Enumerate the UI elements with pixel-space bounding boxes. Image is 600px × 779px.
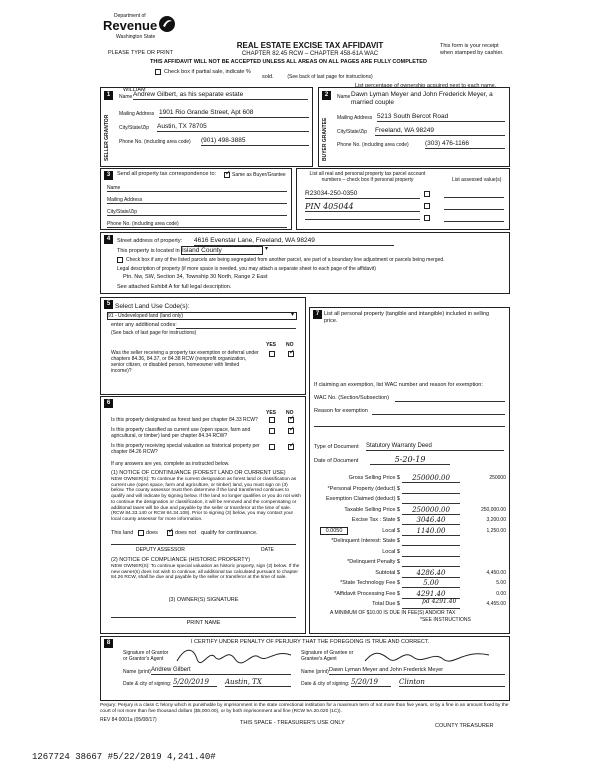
reason-input-2[interactable] [314, 426, 505, 427]
grantor-date-value[interactable]: 5/20/2019 [173, 678, 217, 687]
notice2-text: NEW OWNER(S): To continue special valuation as historic property, sign (3) below. If the new owner(s) does not wish to continue, all additional tax calculated pursuant to chapter 84.26 RCW, shall be due and payable by the seller or transferor at the time of sale. [111, 564, 300, 581]
notice1-text: NEW OWNER(S): To continue the current designation as forest land or classification as current use (open space, farm and agriculture, or timber) land, you must sign on (3) below. The county assessor must then determine if the land transferred continues to qualify and will indicate by signing below. If the land no longer qualifies or you do not wish to continue the designation or classification, it will be removed and the compensating or additional taxes will be due and payable by the seller or transferor at the time of sale. (RCW 84.33.140 or RCW 84.34.108). Prior to signing (3) below, you may contact your local county assessor for more information. [111, 477, 301, 522]
page-title: REAL ESTATE EXCISE TAX AFFIDAVIT [236, 41, 384, 50]
section-7-number: 7 [313, 310, 322, 319]
minimum-note: A MINIMUM OF $10.00 IS DUE IN FEE(S) AND/OR TAX [330, 610, 456, 616]
buyer-city-label: City/State/Zip [337, 129, 368, 135]
notice1-title: (1) NOTICE OF CONTINUANCE (FOREST LAND OR CURRENT USE) [111, 470, 286, 476]
logo-dept: Department of [114, 13, 146, 19]
tax-row-computed: 5.00 [496, 580, 506, 586]
certify-text: I CERTIFY UNDER PENALTY OF PERJURY THAT THE FOREGOING IS TRUE AND CORRECT. [191, 639, 430, 645]
grantee-name-value[interactable]: Dawn Lyman Meyer and John Frederick Meyer [329, 667, 505, 675]
section-1-number: 1 [104, 91, 113, 100]
additional-codes-label: enter any additional codes: [111, 322, 177, 328]
parcel-header: List all real and personal property tax parcel account numbers – check box if personal property [309, 171, 426, 183]
current-use-yes-checkbox[interactable] [269, 428, 275, 434]
tax-row-entry[interactable]: 4286.40 [402, 569, 460, 578]
parcel-2-personal-checkbox[interactable] [424, 203, 430, 209]
correspondence-label: Send all property tax correspondence to: [117, 171, 217, 177]
parcel-3-personal-checkbox[interactable] [424, 215, 430, 221]
wac-input[interactable] [395, 395, 505, 402]
additional-codes-input[interactable] [176, 322, 296, 329]
tax-row-entry[interactable] [402, 548, 460, 557]
seller-city-value[interactable]: Austin, TX 78705 [157, 123, 309, 132]
tax-row-label: Taxable Selling Price $ [344, 506, 400, 513]
grantor-signature-label: Signature of Grantor or Grantor's Agent [123, 650, 169, 662]
grantee-city-value[interactable]: Clinton [399, 678, 505, 687]
same-as-buyer-label: Same as Buyer/Grantee [232, 172, 286, 178]
grantee-signature-label: Signature of Grantee or Grantee's Agent [301, 650, 354, 662]
tax-row-label: *Delinquent Penalty $ [347, 559, 400, 565]
grantee-signature[interactable] [363, 647, 493, 665]
seller-mailing-value[interactable]: 1901 Rio Grande Street, Apt 608 [159, 109, 309, 118]
deputy-label: DEPUTY ASSESSOR [136, 547, 185, 553]
sec5-yes-header: YES [266, 342, 277, 348]
tax-row-entry[interactable]: 5.00 [402, 579, 460, 588]
tax-row-entry[interactable]: 3046.40 [402, 516, 460, 525]
same-as-buyer-checkbox[interactable] [224, 172, 230, 178]
reason-input[interactable] [372, 408, 505, 415]
qualify-label: qualify for continuance. [201, 530, 258, 536]
county-treasurer-label: COUNTY TREASURER [435, 723, 494, 729]
owner-signature-label: (3) OWNER(S) SIGNATURE [168, 597, 239, 603]
assessed-header: List assessed value(s) [452, 177, 502, 183]
see-back-note: (See back of last page for instructions) [287, 74, 373, 80]
does-checkbox[interactable] [138, 530, 144, 536]
exemption-question: Was the seller receiving a property tax exemption or deferral under chapters 84.36, 84.37, or 84.38 RCW (nonprofit organization, senior citizen, or disabled person, homeowner with limited income)? [111, 350, 259, 374]
if-yes-note: If any answers are yes, complete as instructed below. [111, 461, 230, 467]
tax-row-label: Gross Selling Price $ [348, 475, 400, 481]
parcel-2[interactable]: PIN 405044 [305, 202, 420, 212]
buyer-phone-value[interactable]: (303) 476-1166 [425, 140, 505, 149]
revenue-swoosh-icon [158, 15, 176, 33]
corr-city-label: City/State/Zip [107, 209, 287, 216]
logo-state: Washington State [116, 34, 156, 40]
seller-side-label: SELLER GRANTOR [104, 114, 110, 161]
perjury-text: Perjury: Perjury is a class C felony which is punishable by imprisonment in the state correctional institution for a maximum term of not more than five years, or by a fine in an amount fixed by the court of not more than five thousand dollars ($5,000.00), or by both imprisonment and fine (RCW 9A.20.020 (1C)). [100, 703, 509, 714]
wac-label: WAC No. (Section/Subsection) [314, 395, 389, 401]
doc-date-label: Date of Document [314, 458, 359, 464]
this-land-label: This land [111, 530, 134, 536]
current-use-no-checkbox[interactable] [288, 428, 294, 434]
segregation-label: Check box if any of the listed parcels are being segregated from another parcel, are part of a boundary line adjustment or parcels being merged. [126, 257, 445, 263]
chapter-line: CHAPTER 82.45 RCW – CHAPTER 458-61A WAC [241, 51, 379, 57]
grantor-name-value[interactable]: Andrew Gilbert [151, 667, 291, 675]
section-2-number: 2 [322, 91, 331, 100]
land-use-label: Select Land Use Code(s): [115, 303, 190, 310]
does-not-checkbox[interactable] [167, 530, 173, 536]
tax-row-entry[interactable] [402, 495, 460, 504]
grantee-name-label: Name (print) [301, 669, 329, 675]
assessed-2[interactable] [444, 209, 504, 210]
land-use-select[interactable]: 91 - Undeveloped land (land only) [107, 312, 297, 320]
legal-attach: See attached Exhibit A for full legal description. [117, 284, 232, 290]
deputy-signature-line[interactable] [111, 544, 296, 545]
tax-row-entry[interactable]: 250000.00 [402, 474, 460, 483]
partial-sale-checkbox[interactable] [155, 69, 161, 75]
does-label: does [146, 530, 158, 536]
grantee-date-label: Date & city of signing: [301, 681, 350, 687]
reason-label: Reason for exemption [314, 408, 368, 414]
deputy-date-label: DATE [261, 547, 274, 553]
historic-yes-checkbox[interactable] [269, 444, 275, 450]
seller-phone-label: Phone No. (including area code) [119, 139, 191, 145]
seller-phone-value[interactable]: (901) 498-3885 [201, 137, 309, 146]
local-rate-field[interactable]: 0.0050 [320, 527, 348, 535]
tax-row-label: Excise Tax : State $ [351, 517, 400, 523]
corr-mailing-label: Mailing Address [107, 197, 287, 204]
forest-no-checkbox[interactable] [288, 417, 294, 423]
tax-row-entry[interactable]: 250000.00 [402, 506, 460, 515]
tax-row-label: Local $ [382, 548, 400, 555]
exemption-no-checkbox[interactable] [288, 351, 294, 357]
seller-city-label: City/State/Zip [119, 125, 150, 131]
seller-name-label: Name [119, 94, 133, 100]
buyer-mailing-label: Mailing Address [337, 115, 373, 121]
buyer-mailing-value[interactable]: 5213 South Bercot Road [377, 113, 505, 122]
grantee-date-value[interactable]: 5/20/19 [351, 678, 391, 687]
receipt-note: This form is your receipt when stamped by cashier. [440, 43, 504, 56]
see-instructions-note: *SEE INSTRUCTIONS [420, 617, 471, 623]
tax-row-computed: 4,455.00 [486, 601, 506, 607]
tax-row-entry[interactable]: 1140.00 [402, 527, 460, 536]
grantor-city-value[interactable]: Austin, TX [225, 678, 291, 687]
segregation-checkbox[interactable] [117, 257, 123, 263]
parcel-1[interactable]: R23034-250-0350 [305, 190, 420, 199]
does-not-label: does not [175, 530, 197, 536]
tax-row-entry[interactable] [402, 485, 460, 494]
buyer-name-label: Name [337, 94, 351, 100]
section-5-number: 5 [104, 300, 113, 309]
section-3-number: 3 [104, 171, 113, 180]
notice2-title: (2) NOTICE OF COMPLIANCE (HISTORIC PROPERTY) [111, 557, 251, 563]
tax-row-label: Local $ [382, 527, 400, 534]
buyer-side-label: BUYER GRANTEE [322, 117, 328, 161]
county-label: This property is located in [117, 248, 180, 254]
treasurer-use-label: THIS SPACE - TREASURER'S USE ONLY [240, 720, 345, 726]
tax-row-label: Exemption Claimed (deduct) $ [326, 496, 400, 502]
buyer-phone-label: Phone No. (including area code) [337, 142, 409, 148]
revenue-logo [100, 13, 190, 45]
tax-row-entry[interactable] [402, 537, 460, 546]
county-select[interactable]: Island County [181, 246, 263, 255]
grantor-name-label: Name (print) [123, 669, 151, 675]
seller-mailing-label: Mailing Address [119, 111, 155, 117]
signature-section [100, 636, 510, 701]
tax-row-computed: 0.00 [496, 590, 506, 597]
seller-section [100, 87, 313, 167]
owner-print-line[interactable] [111, 617, 296, 618]
tax-row-label: Subtotal $ [375, 569, 400, 576]
land-use-dropdown-icon[interactable]: ▾ [291, 312, 295, 318]
tax-row-entry[interactable]: 4291.40 [402, 590, 460, 599]
section-4-number: 4 [104, 235, 113, 244]
sec6-no-header: NO [286, 410, 294, 416]
grantor-signature[interactable] [175, 645, 295, 665]
land-use-section [100, 297, 306, 395]
forest-question: Is this property designated as forest land per chapter 84.33 RCW? [111, 417, 258, 423]
buyer-city-value[interactable]: Freeland, WA 98249 [375, 127, 505, 136]
personal-property-label: List all personal property (tangible and intangible) included in selling price. [324, 311, 490, 324]
ownership-note: List percentage of ownership acquired next to each name. [355, 83, 497, 89]
street-label: Street address of property: [117, 238, 183, 244]
logo-name: Revenue [103, 18, 158, 33]
warning-line: THIS AFFIDAVIT WILL NOT BE ACCEPTED UNLESS ALL AREAS ON ALL PAGES ARE FULLY COMPLETED [150, 59, 427, 65]
historic-question: Is this property receiving special valuation as historical property per chapter 84.26 RCW? [111, 443, 260, 455]
sec5-no-header: NO [286, 342, 294, 348]
parcel-1-personal-checkbox[interactable] [424, 191, 430, 197]
doc-type-label: Type of Document [314, 444, 359, 450]
print-note: PLEASE TYPE OR PRINT [108, 50, 174, 56]
tax-correspondence-section [100, 168, 292, 230]
tax-row-computed: 3,200.00 [486, 517, 506, 523]
print-name-label: PRINT NAME [186, 620, 221, 626]
seller-name-handwritten: WILLIAM [123, 87, 146, 93]
tax-row-entry[interactable] [402, 558, 460, 567]
sold-label: sold. [262, 74, 274, 80]
buyer-name-value[interactable]: Dawn Lyman Meyer and John Frederick Meyer, a married couple [351, 91, 493, 106]
historic-no-checkbox[interactable] [288, 444, 294, 450]
paid-note: pd 4291.40 [422, 598, 457, 605]
tax-row-computed: 250,000.00 [480, 506, 506, 513]
tax-row-label: *Personal Property (deduct) $ [327, 485, 400, 492]
seller-name-value[interactable]: Andrew Gilbert, as his separate estate [133, 91, 308, 100]
exemption-yes-checkbox[interactable] [269, 351, 275, 357]
assessed-3[interactable] [444, 221, 504, 222]
current-use-question: Is this property classified as current use (open space, farm and agricultural, or timber) land per chapter 84.34 RCW? [111, 427, 251, 439]
exemption-label: If claiming an exemption, list WAC number and reason for exemption: [314, 382, 483, 388]
street-value[interactable]: 4616 Evenstar Lane, Freeland, WA 98249 [194, 237, 394, 246]
property-section [100, 232, 510, 294]
recording-stamp: 1267724 38667 #5/22/2019 4,241.40# [32, 752, 216, 762]
assessed-1[interactable] [444, 197, 504, 198]
county-dropdown-icon[interactable]: ▾ [265, 246, 269, 252]
grantor-date-label: Date & city of signing: [123, 681, 172, 687]
forest-yes-checkbox[interactable] [269, 417, 275, 423]
sec6-yes-header: YES [266, 410, 277, 416]
land-use-see-back: (See back of last page for instructions) [111, 330, 197, 336]
tax-row-label: *State Technology Fee $ [340, 580, 400, 586]
doc-type-value[interactable]: Statutory Warranty Deed [366, 443, 504, 451]
legal-label: Legal description of property (if more space is needed, you may attach a separate sheet to each page of the affidavit) [117, 266, 376, 272]
rev-number: REV 84 0001a (05/08/17) [100, 717, 157, 723]
buyer-section [318, 87, 510, 167]
partial-sale-label: Check box if partial sale, indicate % [164, 69, 251, 75]
corr-phone-label: Phone No. (including area code) [107, 221, 287, 228]
legal-value[interactable]: Ptn. Nw, SW, Section 34, Township 30 North, Range 2 East [123, 274, 268, 280]
tax-row-computed: 4,450.00 [486, 569, 506, 576]
tax-row-label: *Affidavit Processing Fee $ [334, 590, 400, 597]
tax-row-computed: 1,250.00 [486, 527, 506, 534]
corr-name-label: Name [107, 185, 287, 192]
doc-date-value[interactable]: 5-20-19 [370, 455, 450, 465]
parcel-section [296, 168, 510, 230]
section-8-number: 8 [104, 639, 113, 648]
tax-row-label: *Delinquent Interest: State $ [331, 538, 400, 544]
personal-property-section [309, 307, 510, 634]
designation-section [100, 396, 306, 634]
parcel-3[interactable] [305, 219, 420, 220]
tax-row-label: Total Due $ [372, 601, 400, 607]
tax-row-computed: 250000 [489, 475, 506, 481]
section-6-number: 6 [104, 399, 113, 408]
